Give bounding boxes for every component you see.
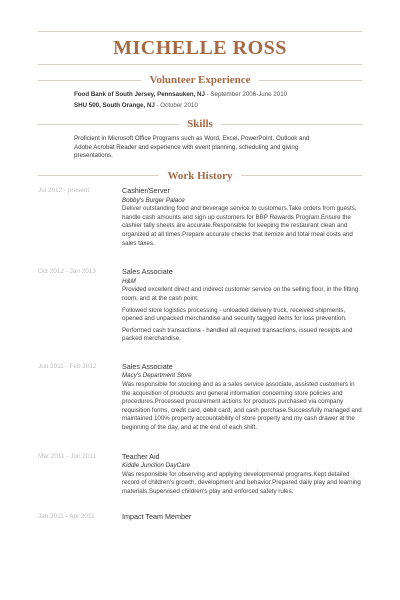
skills-text: Proficient in Microsoft Office Programs such as Word, Excel, PowerPoint, Outlook and Adobe Acrobat Reader and experience with event planning, scheduling and giving presentations. (74, 135, 310, 160)
work-history-list (38, 187, 362, 522)
skills-section-title: Skills (38, 118, 362, 130)
volunteer-org: Food Bank of South Jersey, Pennsauken, NJ (74, 91, 205, 98)
job-company: H&M (122, 277, 136, 285)
job-description: Was responsible for stocking and as a sales service associate, assisted customers in the acquisition of products and general information concerning store policies and procedures.Processed procurement actions for products purchased via company requisition forms, credit card, debit card, and cash purchase.Successfully managed and maintained 100% property accountability of store property and my cash drawer at the beginning of the day, and at the end of each shift. (122, 381, 362, 432)
candidate-name: MICHELLE ROSS (113, 37, 287, 59)
job-date: Jan 2011 - Apr 2011 (38, 512, 95, 520)
volunteer-item (74, 91, 362, 100)
job-entry (38, 187, 362, 251)
volunteer-date: - October 2010 (154, 101, 198, 109)
job-description: Followed store logistics processing - unloaded delivery truck, received shipments, opened and unpacked merchandise and security tagged items for loss prevention. (122, 306, 347, 323)
job-entry (38, 513, 362, 523)
job-company: Macy's Department Store (122, 372, 192, 380)
job-company: Bobby's Burger Palace (122, 196, 185, 204)
job-entry (38, 453, 362, 500)
job-date: Jun 2011 - Feb 2012 (38, 362, 97, 370)
job-entry (38, 363, 362, 436)
job-description: Provided excellent direct and indirect customer service on the selling floor, in the fitting room, and at the cash point. (122, 286, 359, 302)
volunteer-list (38, 91, 362, 110)
job-date: Mar 2011 - Jun 2011 (38, 452, 97, 460)
job-title: Cashier/Server (122, 185, 170, 195)
volunteer-section-title: Volunteer Experience (38, 74, 362, 86)
job-company: Kiddie Junction DayCare (122, 462, 191, 470)
volunteer-item (74, 102, 362, 111)
job-title: Teacher Aid (122, 451, 160, 461)
job-description: Was responsible for observing and applying developmental programs.Kept detailed record of children's growth, development and behavior.Prepared daily play and learning materials.Supervised children's play and enforced safety rules. (122, 470, 361, 495)
volunteer-org: SHU 500, South Orange, NJ (74, 101, 155, 109)
job-title: Sales Associate (122, 267, 173, 277)
volunteer-date: - September 2006-June 2010 (204, 91, 288, 98)
work-section-title: Work History (38, 170, 362, 182)
job-description: Deliver outstanding food and beverage service to customers.Take orders from guests, handle cash amounts and sign up customers for BBP Rewards Program.Ensure the cashier tally sheets are accurate.Responsible for keeping the restaurant clean and organized at all times.Prepare accurate checks that itemize and total meal costs and sales taxes. (122, 205, 357, 247)
job-entry (38, 268, 362, 347)
job-title: Sales Associate (122, 361, 173, 371)
job-title: Impact Team Member (122, 511, 192, 521)
job-date: Oct 2012 - Jan 2013 (38, 268, 96, 276)
job-description: Performed cash transactions - handled all required transactions, issued receipts and packed merchandise. (122, 326, 353, 343)
job-date: Jul 2012 - present (38, 186, 90, 194)
